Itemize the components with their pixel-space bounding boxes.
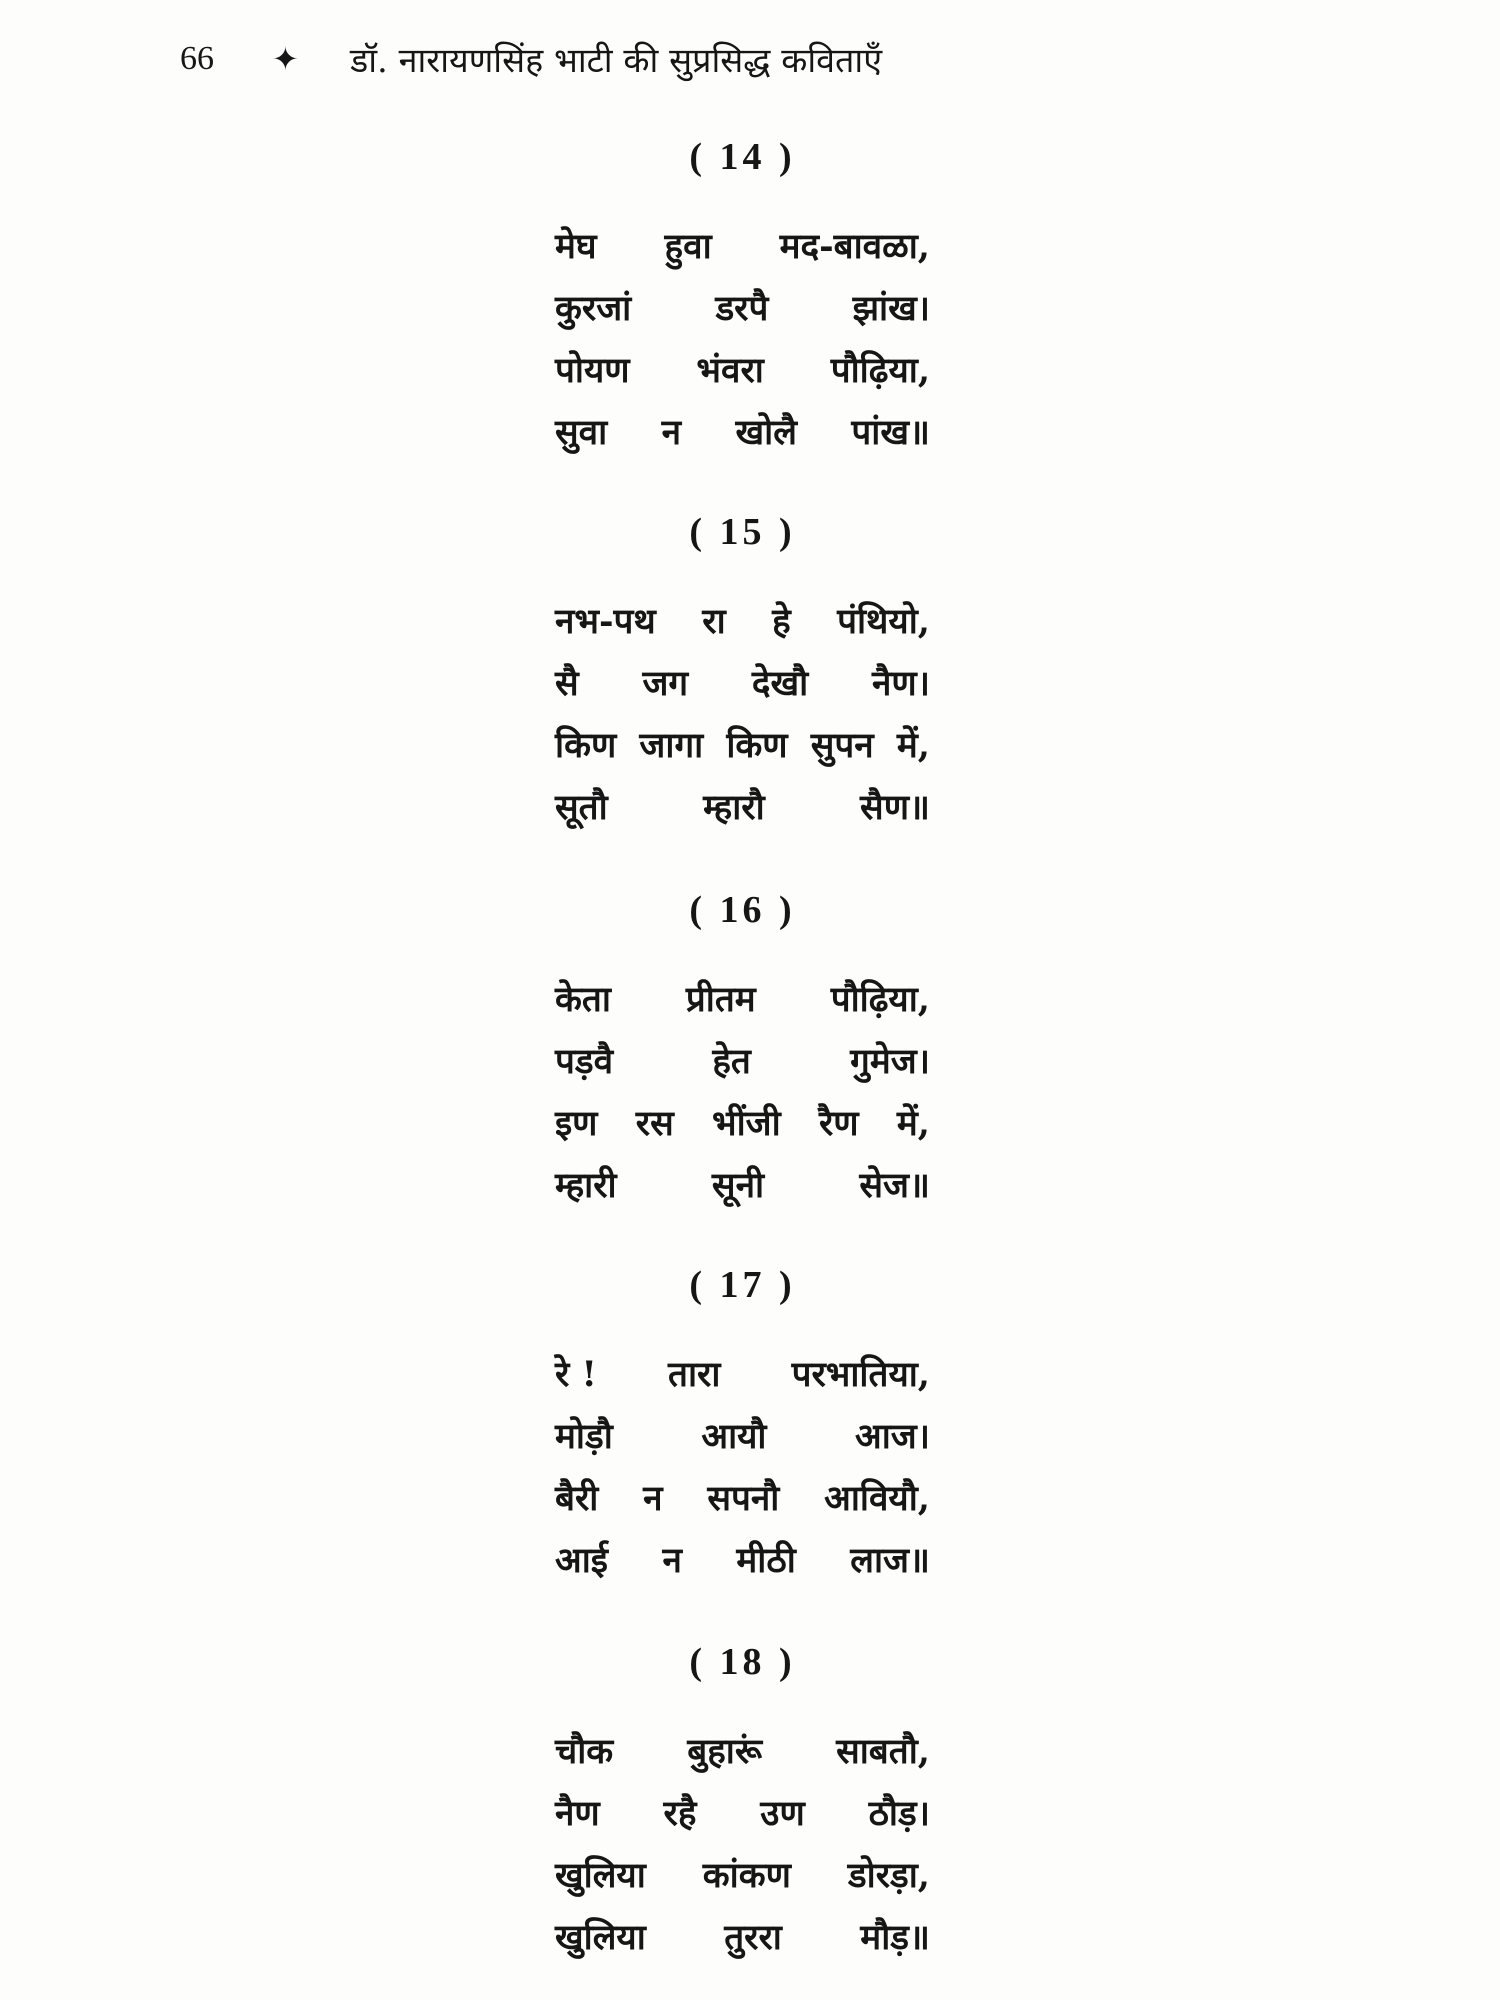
word: गुमेज। xyxy=(850,1040,930,1082)
word: रहै xyxy=(663,1792,697,1834)
word: आई xyxy=(555,1539,608,1581)
verse-line xyxy=(555,1030,930,1090)
word: आवियौ, xyxy=(824,1477,930,1519)
word: खुलिया xyxy=(555,1916,646,1958)
page-header xyxy=(0,0,1500,120)
verse-line xyxy=(555,1343,930,1403)
word: सूनी xyxy=(711,1164,765,1206)
word: न xyxy=(662,1539,682,1581)
word: साबतौ, xyxy=(836,1730,930,1772)
word: भींजी xyxy=(711,1102,781,1144)
verse-line xyxy=(555,339,930,399)
word: तारा xyxy=(668,1353,721,1395)
running-title: डॉ. नारायणसिंह भाटी की सुप्रसिद्ध कविताएँ xyxy=(350,41,883,81)
word: बुहारूं xyxy=(687,1730,763,1772)
word: में, xyxy=(896,1102,930,1144)
word: कुरजां xyxy=(555,287,632,329)
word: न xyxy=(643,1477,663,1519)
poem-number: ( 17 ) xyxy=(689,1264,796,1306)
verse-line xyxy=(555,1154,930,1214)
word: केता xyxy=(555,978,611,1020)
word: ठौड़। xyxy=(868,1792,930,1834)
word: हुवा xyxy=(664,225,712,267)
word: बैरी xyxy=(555,1477,599,1519)
word: तुररा xyxy=(724,1916,782,1958)
verse-line xyxy=(555,277,930,337)
word: पंथियो, xyxy=(837,600,930,642)
word: रा xyxy=(702,600,726,642)
word: म्हारी xyxy=(555,1164,617,1206)
word: सेज॥ xyxy=(859,1164,930,1206)
word: झांख। xyxy=(852,287,930,329)
star-ornament-icon: ✦ xyxy=(272,40,299,78)
verse-line xyxy=(555,1782,930,1842)
word: देखौ xyxy=(751,662,809,704)
word: खुलिया xyxy=(555,1854,646,1896)
word: सपनौ xyxy=(707,1477,780,1519)
verse-line xyxy=(555,1720,930,1780)
word: चौक xyxy=(555,1730,614,1772)
word: न xyxy=(661,411,682,453)
verse-line xyxy=(555,714,930,774)
verse-line xyxy=(555,590,930,650)
page-number: 66 xyxy=(180,40,214,77)
word: म्हारौ xyxy=(703,786,765,828)
verse-line xyxy=(555,1092,930,1152)
word: हे xyxy=(772,600,791,642)
word: रैण xyxy=(818,1102,859,1144)
word: पांख॥ xyxy=(851,411,930,453)
word: डरपै xyxy=(715,287,769,329)
verse-line xyxy=(555,1529,930,1589)
word: मेघ xyxy=(555,225,597,267)
word: सै xyxy=(555,662,579,704)
word: मद-बावळा, xyxy=(779,225,930,267)
verse-line xyxy=(555,401,930,461)
poem-number: ( 18 ) xyxy=(689,1641,796,1683)
word: खोलै xyxy=(735,411,797,453)
poem-number: ( 14 ) xyxy=(689,136,796,178)
word: उण xyxy=(760,1792,805,1834)
word: मोड़ौ xyxy=(555,1415,613,1457)
word: किण xyxy=(555,724,617,766)
word: मीठी xyxy=(736,1539,796,1581)
word: सैण॥ xyxy=(860,786,930,828)
word: हेत xyxy=(712,1040,751,1082)
verse-line xyxy=(555,1844,930,1904)
word: पड़वै xyxy=(555,1040,614,1082)
word: इण xyxy=(555,1102,598,1144)
verse-line xyxy=(555,652,930,712)
verse-line xyxy=(555,968,930,1028)
word: रे ! xyxy=(555,1353,597,1395)
word: प्रीतम xyxy=(685,978,756,1020)
poem-number: ( 16 ) xyxy=(689,889,796,931)
word: पौढ़िया, xyxy=(830,349,930,391)
verse-line xyxy=(555,1405,930,1465)
word: मौड़॥ xyxy=(860,1916,930,1958)
word: जागा xyxy=(639,724,704,766)
word: नैण। xyxy=(871,662,930,704)
verse-line xyxy=(555,215,930,275)
word: सूतौ xyxy=(555,786,608,828)
word: आयौ xyxy=(701,1415,767,1457)
word: पोयण xyxy=(555,349,630,391)
word: पौढ़िया, xyxy=(830,978,930,1020)
word: कांकण xyxy=(702,1854,791,1896)
word: नैण xyxy=(555,1792,600,1834)
word: परभातिया, xyxy=(791,1353,930,1395)
word: भंवरा xyxy=(696,349,764,391)
word: जग xyxy=(642,662,689,704)
verse-line xyxy=(555,776,930,836)
word: नभ-पथ xyxy=(555,600,656,642)
word: सुवा xyxy=(555,411,608,453)
word: आज। xyxy=(854,1415,930,1457)
verse-line xyxy=(555,1906,930,1966)
word: लाज॥ xyxy=(850,1539,930,1581)
word: रस xyxy=(635,1102,674,1144)
word: सुपन xyxy=(810,724,874,766)
word: किण xyxy=(726,724,788,766)
verse-line xyxy=(555,1467,930,1527)
word: डोरड़ा, xyxy=(847,1854,930,1896)
poem-number: ( 15 ) xyxy=(689,511,796,553)
word: में, xyxy=(896,724,930,766)
